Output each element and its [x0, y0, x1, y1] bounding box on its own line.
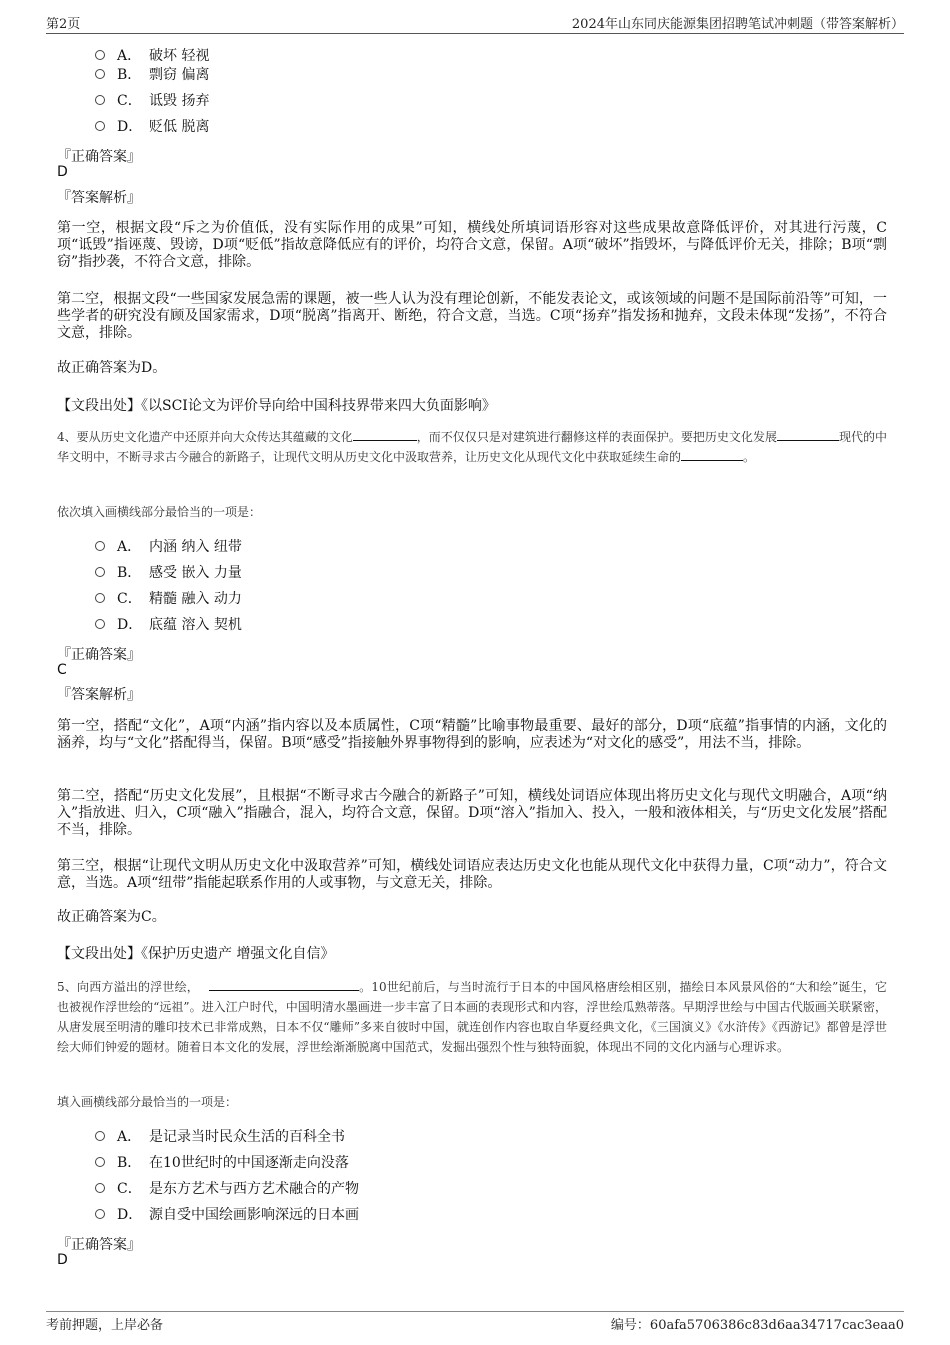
- answer-label: 『正确答案』: [57, 149, 141, 165]
- radio-icon[interactable]: [95, 69, 105, 79]
- analysis-label: 『答案解析』: [57, 687, 141, 703]
- radio-icon[interactable]: [95, 567, 105, 577]
- radio-icon[interactable]: [95, 1183, 105, 1193]
- radio-icon[interactable]: [95, 121, 105, 131]
- option-c[interactable]: C． 是东方艺术与西方艺术融合的产物: [95, 1180, 359, 1198]
- option-a[interactable]: A． 破坏 轻视: [95, 47, 209, 65]
- footer-slogan: 考前押题，上岸必备: [46, 1318, 164, 1333]
- analysis-paragraph: 第一空，根据文段“斥之为价值低，没有实际作用的成果”可知，横线处所填词语形容对这些成果故意降低评价，对其进行污蔑，C项“诋毁”指诬蔑、毁谤，D项“贬低”指故意降低应有的评价，均符合文意，保留。A项“破坏”指毁坏，与降低评价无关，排除；B项“剽窃”指抄袭，不符合文意，排除。: [57, 220, 887, 270]
- analysis-paragraph: 第二空，根据文段“一些国家发展急需的课题，被一些人认为没有理论创新，不能发表论文，或该领域的问题不是国际前沿等”可知，一些学者的研究没有顾及国家需求，D项“脱离”指离开、断绝，符合文意，当选。C项“扬弃”指发扬和抛弃，文段未体现“发扬”，不符合文意，排除。: [57, 291, 887, 341]
- radio-icon[interactable]: [95, 50, 105, 60]
- analysis-label: 『答案解析』: [57, 190, 141, 206]
- option-a[interactable]: A． 是记录当时民众生活的百科全书: [95, 1128, 345, 1146]
- blank-3: [681, 447, 743, 461]
- option-d[interactable]: D． 底蕴 溶入 契机: [95, 616, 242, 634]
- question-instruction: 依次填入画横线部分最恰当的一项是：: [57, 505, 262, 519]
- radio-icon[interactable]: [95, 95, 105, 105]
- radio-icon[interactable]: [95, 1131, 105, 1141]
- answer-label: 『正确答案』: [57, 1237, 141, 1253]
- option-c[interactable]: C． 诋毁 扬弃: [95, 92, 209, 110]
- document-id: 编号：60afa5706386c83d6aa34717cac3eaa0: [610, 1318, 904, 1333]
- source-citation: 【文段出处】《以SCI论文为评价导向给中国科技界带来四大负面影响》: [57, 398, 496, 414]
- answer-value: C: [57, 662, 67, 678]
- analysis-paragraph: 第二空，搭配“历史文化发展”，且根据“不断寻求古今融合的新路子”可知，横线处词语应体现出将历史文化与现代文明融合，A项“纳入”指放进、归入，C项“融入”指融合，混入，均符合文意，保留。D项“溶入”指加入、投入，一般和液体相关，与“历史文化发展”搭配不当，排除。: [57, 788, 887, 838]
- option-c[interactable]: C． 精髓 融入 动力: [95, 590, 242, 608]
- answer-value: D: [57, 1252, 68, 1268]
- question-instruction: 填入画横线部分最恰当的一项是：: [57, 1095, 238, 1109]
- blank-2: [777, 427, 839, 441]
- option-a[interactable]: A． 内涵 纳入 纽带: [95, 538, 242, 556]
- blank-1: [353, 427, 417, 441]
- radio-icon[interactable]: [95, 619, 105, 629]
- blank-1: [209, 977, 359, 991]
- analysis-conclusion: 故正确答案为D。: [57, 360, 167, 376]
- analysis-paragraph: 第一空，搭配“文化”，A项“内涵”指内容以及本质属性，C项“精髓”比喻事物最重要、最好的部分，D项“底蕴”指事情的内涵，文化的涵养，均与“文化”搭配得当，保留。B项“感受”指接触外界事物得到的影响，应表述为“对文化的感受”，用法不当，排除。: [57, 718, 887, 751]
- option-b[interactable]: B． 剽窃 偏离: [95, 66, 209, 84]
- radio-icon[interactable]: [95, 593, 105, 603]
- radio-icon[interactable]: [95, 1209, 105, 1219]
- radio-icon[interactable]: [95, 1157, 105, 1167]
- analysis-conclusion: 故正确答案为C。: [57, 909, 166, 925]
- radio-icon[interactable]: [95, 541, 105, 551]
- answer-label: 『正确答案』: [57, 647, 141, 663]
- option-d[interactable]: D． 源自受中国绘画影响深远的日本画: [95, 1206, 359, 1224]
- option-b[interactable]: B． 感受 嵌入 力量: [95, 564, 242, 582]
- source-citation: 【文段出处】《保护历史遗产 增强文化自信》: [57, 946, 335, 962]
- analysis-paragraph: 第三空，根据“让现代文明从历史文化中汲取营养”可知，横线处词语应表达历史文化也能从现代文化中获得力量，C项“动力”，符合文意，当选。A项“纽带”指能起联系作用的人或事物，与文意无关，排除。: [57, 858, 887, 891]
- footer-divider: [46, 1311, 904, 1312]
- question-4-stem: 4、要从历史文化遗产中还原并向大众传达其蕴藏的文化 ，而不仅仅只是对建筑进行翻修这样的表面保护。要把历史文化发展 现代的中华文明中，不断寻求古今融合的新路子，让现代文明从历史文化中汲取营养，让历史文化从现代文化中获取延续生命的 。: [57, 427, 887, 467]
- option-b[interactable]: B． 在10世纪时的中国逐渐走向没落: [95, 1154, 349, 1172]
- answer-value: D: [57, 164, 68, 180]
- header-divider: [46, 33, 904, 34]
- question-5-stem: 5、向西方溢出的浮世绘， 。10世纪前后，与当时流行于日本的中国风格唐绘相区别，描绘日本风景风俗的“大和绘”诞生，它也被视作浮世绘的“远祖”。进入江户时代，中国明清水墨画进一步丰富了日本画的表现形式和内容，浮世绘瓜熟蒂落。早期浮世绘与中国古代版画关联紧密，从唐发展至明清的雕印技术已非常成熟，日本不仅“雕师”多来自彼时中国，就连创作内容也取自华夏经典文化，《三国演义》《水浒传》《西游记》都曾是浮世绘大师们钟爱的题材。随着日本文化的发展，浮世绘渐渐脱离中国范式，发掘出强烈个性与独特面貌，体现出不同的文化内涵与心理诉求。: [57, 977, 887, 1057]
- option-d[interactable]: D． 贬低 脱离: [95, 118, 209, 136]
- document-title: 2024年山东同庆能源集团招聘笔试冲刺题（带答案解析）: [571, 17, 904, 32]
- page-number: 第2页: [46, 17, 81, 32]
